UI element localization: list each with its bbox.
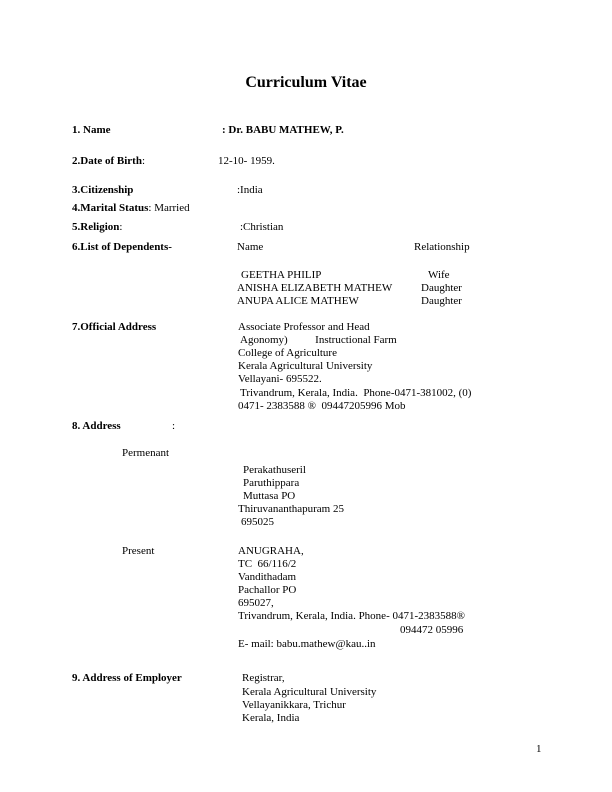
name-value: : Dr. BABU MATHEW, P.: [222, 124, 344, 136]
religion-label-line: [72, 221, 122, 234]
marital-status-value: : Married: [148, 202, 190, 214]
religion-label: 5.Religion: [72, 221, 120, 233]
present-address-line: Pachallor PO: [238, 584, 297, 596]
official-address-line: College of Agriculture: [238, 347, 337, 359]
permanent-address-line: Paruthippara: [243, 477, 300, 489]
dependent-row-name: ANUPA ALICE MATHEW: [237, 295, 359, 307]
dependent-row-relationship: Daughter: [421, 282, 462, 294]
permanent-address-line: Perakathuseril: [243, 464, 306, 476]
official-address-line: Kerala Agricultural University: [238, 360, 373, 372]
permanent-address-line: Muttasa PO: [243, 490, 296, 502]
present-address-label: Present: [122, 545, 155, 557]
official-address-line: Trivandrum, Kerala, India. Phone-0471-381002, (0): [240, 387, 472, 399]
permanent-address-label: Permenant: [122, 447, 170, 459]
address-label-colon: :: [172, 420, 176, 432]
marital-status-line: [72, 202, 190, 215]
dependent-row-relationship: Daughter: [421, 295, 462, 307]
citizenship-value: :India: [237, 184, 263, 196]
official-address-line: Agonomy) Instructional Farm: [240, 334, 397, 346]
address-label: 8. Address: [72, 420, 121, 432]
official-address-line: Vellayani- 695522.: [238, 373, 322, 385]
present-address-line: TC 66/116/2: [238, 558, 297, 570]
dob-label: 2.Date of Birth: [72, 155, 142, 167]
official-address-label: 7.Official Address: [72, 321, 157, 333]
page-number: 1: [536, 743, 542, 755]
employer-address-label: 9. Address of Employer: [72, 672, 182, 684]
present-address-line: Vandithadam: [238, 571, 297, 583]
dependent-row-name: GEETHA PHILIP: [241, 269, 322, 281]
present-address-line: Trivandrum, Kerala, India. Phone- 0471-2383588®: [238, 610, 465, 622]
dependents-col-name: Name: [237, 241, 264, 253]
dependents-col-relationship: Relationship: [414, 241, 470, 253]
permanent-address-line: 695025: [241, 516, 274, 528]
employer-address-line: Registrar,: [242, 672, 285, 684]
present-address-line: 094472 05996: [400, 624, 464, 636]
marital-status-label: 4.Marital Status: [72, 202, 149, 214]
official-address-line: 0471- 2383588 ® 09447205996 Mob: [238, 400, 406, 412]
dob-label-colon: :: [141, 155, 146, 167]
present-address-line: ANUGRAHA,: [238, 545, 304, 557]
present-address-line: 695027,: [238, 597, 274, 609]
employer-address-line: Vellayanikkara, Trichur: [242, 699, 346, 711]
employer-address-line: Kerala Agricultural University: [242, 686, 377, 698]
document-title: Curriculum Vitae: [245, 74, 367, 91]
religion-label-colon: :: [119, 221, 123, 233]
official-address-line: Associate Professor and Head: [238, 321, 370, 333]
permanent-address-line: Thiruvananthapuram 25: [238, 503, 344, 515]
employer-address-line: Kerala, India: [242, 712, 300, 724]
dob-value: 12-10- 1959.: [218, 155, 275, 167]
dependent-row-relationship: Wife: [428, 269, 450, 281]
name-label: 1. Name: [72, 124, 111, 136]
present-address-email-line: E- mail: babu.mathew@kau..in: [238, 638, 376, 650]
dependent-row-name: ANISHA ELIZABETH MATHEW: [237, 282, 393, 294]
dob-label-line: [72, 155, 145, 168]
citizenship-label: 3.Citizenship: [72, 184, 134, 196]
dependents-label: 6.List of Dependents-: [72, 241, 172, 253]
religion-value: :Christian: [240, 221, 284, 233]
